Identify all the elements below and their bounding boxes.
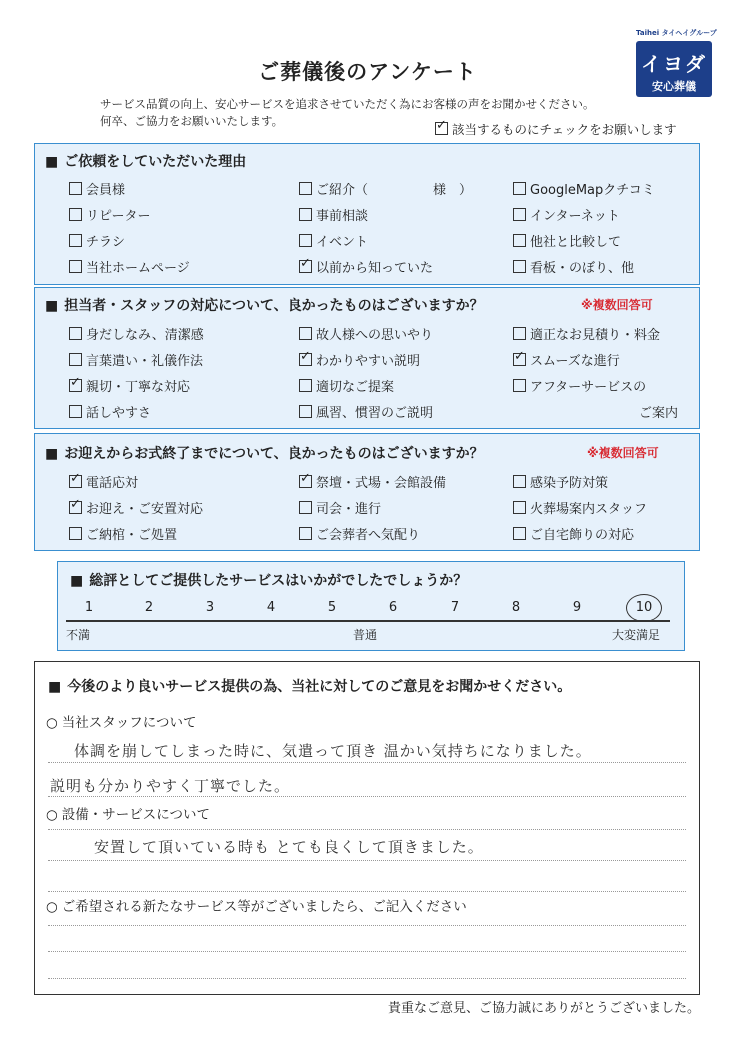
option[interactable]: 司会・進行	[299, 498, 381, 517]
checkbox-icon[interactable]	[513, 260, 526, 273]
option[interactable]: 適正なお見積り・料金	[513, 324, 660, 343]
checkbox-icon[interactable]	[69, 353, 82, 366]
rating-option[interactable]: 5	[327, 600, 337, 615]
opinion-title: ■ 今後のより良いサービス提供の為、当社に対してのご意見をお聞かせください。	[48, 676, 571, 696]
checkbox-icon[interactable]	[69, 327, 82, 340]
handwritten-answer[interactable]: 説明も分かりやすく丁寧でした。	[50, 777, 291, 795]
option[interactable]: ✓お迎え・ご安置対応	[69, 498, 203, 517]
rating-label-low: 不満	[66, 628, 91, 642]
brand-sub: 安心葬儀	[652, 80, 696, 93]
multi-answer-note: ※複数回答可	[587, 446, 659, 460]
checkbox-icon[interactable]	[299, 327, 312, 340]
checkbox-icon[interactable]	[69, 405, 82, 418]
writing-line	[48, 762, 686, 763]
option[interactable]: 他社と比較して	[513, 231, 621, 250]
selected-circle-mark	[626, 594, 662, 622]
option[interactable]: 故人様への思いやり	[299, 324, 433, 343]
option[interactable]: 火葬場案内スタッフ	[513, 498, 647, 517]
option[interactable]: ご自宅飾りの対応	[513, 524, 634, 543]
writing-line	[48, 925, 686, 926]
writing-line	[48, 978, 686, 979]
check-sample-icon	[435, 122, 448, 135]
writing-line	[48, 891, 686, 892]
rating-option[interactable]: 1	[84, 600, 94, 615]
option[interactable]: アフターサービスの	[513, 376, 646, 395]
question-new-service: ○ ご希望される新たなサービス等がございましたら、ご記入ください	[46, 895, 467, 915]
option[interactable]: 当社ホームページ	[69, 257, 190, 276]
writing-line	[48, 860, 686, 861]
section-title: ■ お迎えからお式終了までについて、良かったものはございますか？	[45, 443, 484, 463]
checkbox-icon[interactable]	[69, 208, 82, 221]
option[interactable]: ✓ スムーズな進行	[513, 350, 620, 369]
rating-option[interactable]: 9	[572, 600, 582, 615]
brand-group: Taihei タイヘイグループ	[636, 29, 717, 37]
checkbox-icon[interactable]	[513, 234, 526, 247]
checkbox-checked-icon[interactable]	[299, 260, 312, 273]
checkbox-checked-icon[interactable]	[69, 379, 82, 392]
option[interactable]: 身だしなみ、清潔感	[69, 324, 204, 343]
checkbox-icon[interactable]	[513, 182, 526, 195]
checkbox-icon[interactable]	[299, 379, 312, 392]
option[interactable]: 看板・のぼり、他	[513, 257, 634, 276]
handwritten-answer[interactable]: 体調を崩してしまった時に、気遣って頂き 温かい気持ちになりました。	[74, 742, 592, 760]
rating-label-high: 大変満足	[612, 628, 661, 642]
writing-line	[48, 829, 686, 830]
option[interactable]: 感染予防対策	[513, 472, 608, 491]
footer-thanks: 貴重なご意見、ご協力誠にありがとうございました。	[387, 1001, 700, 1016]
intro-line-2: 何卒、ご協力をお願いいたします。	[100, 114, 284, 128]
question-staff: ○ 当社スタッフについて	[46, 711, 197, 731]
checkbox-icon[interactable]	[299, 234, 312, 247]
checkbox-icon[interactable]	[69, 234, 82, 247]
option[interactable]: ✓ 祭壇・式場・会館設備	[299, 472, 446, 491]
checkbox-icon[interactable]	[513, 208, 526, 221]
option[interactable]: ✓ わかりやすい説明	[299, 350, 420, 369]
rating-option[interactable]: 7	[450, 600, 460, 615]
checkbox-checked-icon[interactable]	[513, 353, 526, 366]
option-continuation: ご案内	[639, 406, 679, 421]
checkbox-icon[interactable]	[513, 501, 526, 514]
brand-box	[636, 41, 712, 97]
option[interactable]: リピーター	[69, 205, 150, 224]
writing-line	[48, 796, 686, 797]
intro-line-1: サービス品質の向上、安心サービスを追求させていただく為にお客様の声をお聞かせください。	[100, 97, 595, 111]
section-staff	[34, 287, 700, 429]
option[interactable]: 会員様	[69, 179, 125, 198]
option[interactable]: GoogleMapクチコミ	[513, 179, 655, 198]
question-facility: ○ 設備・サービスについて	[46, 803, 210, 823]
option[interactable]: 言葉遣い・礼儀作法	[69, 350, 203, 369]
checkbox-checked-icon[interactable]	[69, 475, 82, 488]
rating-option[interactable]: 3	[205, 600, 215, 615]
option[interactable]: ✓親切・丁寧な対応	[69, 376, 190, 395]
option[interactable]: 適切なご提案	[299, 376, 394, 395]
rating-label-mid: 普通	[353, 628, 378, 642]
checkbox-icon[interactable]	[299, 527, 312, 540]
checkbox-icon[interactable]	[513, 379, 526, 392]
page-title: ご葬儀後のアンケート	[258, 60, 477, 84]
checkbox-icon[interactable]	[299, 182, 312, 195]
checkbox-icon[interactable]	[69, 260, 82, 273]
section-title: ■ ご依頼をしていただいた理由	[45, 151, 246, 171]
checkbox-icon[interactable]	[299, 405, 312, 418]
rating-line	[66, 620, 670, 622]
option[interactable]: イベント	[299, 231, 368, 250]
rating-option[interactable]: 2	[144, 600, 154, 615]
option[interactable]: ご会葬者へ気配り	[299, 524, 420, 543]
checkbox-checked-icon[interactable]	[69, 501, 82, 514]
checkbox-icon[interactable]	[513, 475, 526, 488]
rating-option[interactable]: 8	[511, 600, 521, 615]
instruction	[435, 120, 677, 138]
multi-answer-note: ※複数回答可	[581, 298, 653, 312]
handwritten-answer[interactable]: 安置して頂いている時も とても良くして頂きました。	[94, 838, 484, 856]
checkbox-icon[interactable]	[69, 182, 82, 195]
option[interactable]: ✓ 以前から知っていた	[299, 257, 433, 276]
section-title: ■ 担当者・スタッフの対応について、良かったものはございますか？	[45, 295, 484, 315]
section-title: ■ 総評としてご提供したサービスはいかがでしたでしょうか？	[70, 570, 467, 590]
section-request-reason	[34, 143, 700, 285]
option[interactable]: ✓電話応対	[69, 472, 138, 491]
brand-logo	[636, 28, 717, 97]
option[interactable]: 風習、慣習のご説明	[299, 402, 433, 421]
rating-option[interactable]: 4	[266, 600, 276, 615]
checkbox-icon[interactable]	[299, 501, 312, 514]
option[interactable]: ご納棺・ご処置	[69, 524, 177, 543]
checkbox-icon[interactable]	[513, 327, 526, 340]
rating-option-selected[interactable]: 10	[635, 600, 653, 615]
option[interactable]: インターネット	[513, 205, 620, 224]
option[interactable]: ご紹介（ 様 ）	[299, 179, 472, 198]
section-ceremony	[34, 433, 700, 551]
rating-option[interactable]: 6	[388, 600, 398, 615]
brand-name: イヨダ	[641, 52, 707, 76]
option[interactable]: チラシ	[69, 231, 125, 250]
checkbox-icon[interactable]	[513, 527, 526, 540]
checkbox-checked-icon[interactable]	[299, 353, 312, 366]
checkbox-checked-icon[interactable]	[299, 475, 312, 488]
option[interactable]: 事前相談	[299, 205, 368, 224]
checkbox-icon[interactable]	[299, 208, 312, 221]
option[interactable]: 話しやすさ	[69, 402, 151, 421]
writing-line	[48, 951, 686, 952]
checkbox-icon[interactable]	[69, 527, 82, 540]
instruction-text: 該当するものにチェックをお願いします	[452, 122, 677, 137]
